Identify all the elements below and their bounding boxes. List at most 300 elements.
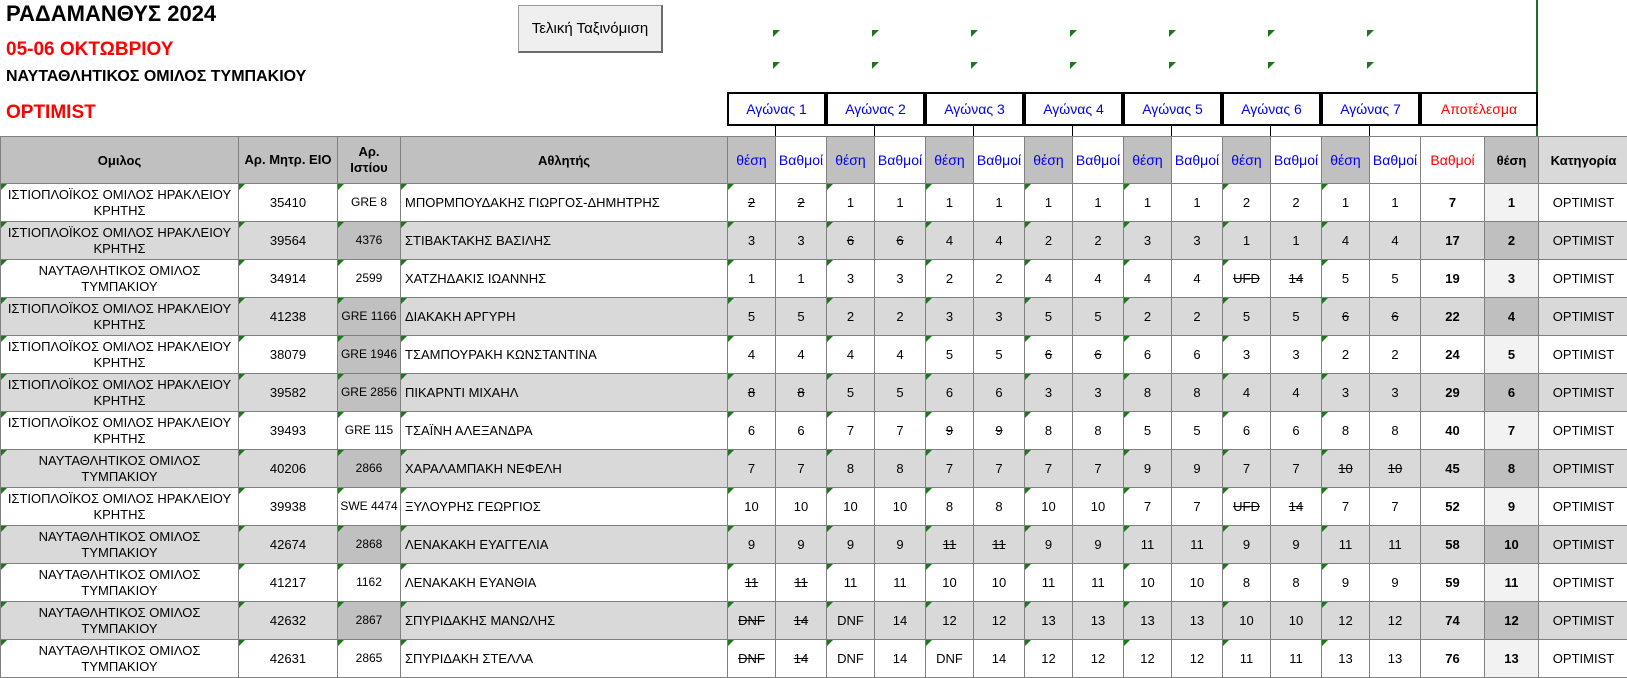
race-pts-cell: 9 [1172, 450, 1223, 488]
comment-marker-icon [872, 30, 879, 37]
table-row [1, 222, 1627, 260]
race-pts-cell: 8 [875, 450, 926, 488]
race-pos-cell: 5 [728, 298, 776, 336]
race-pos-cell: 1 [1124, 184, 1172, 222]
race-header-2: Αγώνας 2 [826, 92, 925, 126]
category-cell: OPTIMIST [1539, 336, 1627, 374]
race-pts-cell: 1 [974, 184, 1025, 222]
race-pos-cell: 1 [827, 184, 875, 222]
athlete-name-cell: ΔΙΑΚΑΚΗ ΑΡΓΥΡΗ [401, 298, 728, 336]
race-pts-cell: 10 [875, 488, 926, 526]
race-pos-cell: 5 [1322, 260, 1370, 298]
total-points-cell: 45 [1421, 450, 1485, 488]
race-pos-cell: UFD [1223, 488, 1271, 526]
race-pts-cell: 3 [974, 298, 1025, 336]
race-pts-cell: 7 [1370, 488, 1421, 526]
reg-number-cell: 39493 [239, 412, 338, 450]
race-pts-cell: 6 [1271, 412, 1322, 450]
race-pts-cell: 12 [1370, 602, 1421, 640]
sail-number-cell: 1162 [338, 564, 401, 602]
race-pts-cell: 11 [1370, 526, 1421, 564]
athlete-name-cell: ΣΠΥΡΙΔΑΚΗΣ ΜΑΝΩΛΗΣ [401, 602, 728, 640]
comment-marker-icon [1070, 62, 1077, 69]
race-pts-cell: 7 [974, 450, 1025, 488]
race-header-3: Αγώνας 3 [925, 92, 1024, 126]
race-pos-cell: 7 [827, 412, 875, 450]
race-pos-cell: 12 [1124, 640, 1172, 678]
total-points-cell: 29 [1421, 374, 1485, 412]
race-pts-cell: 11 [1073, 564, 1124, 602]
race-pos-cell: 9 [1223, 526, 1271, 564]
comment-marker-icon [1169, 62, 1176, 69]
race-pos-cell: 5 [827, 374, 875, 412]
race-pts-cell: 3 [1073, 374, 1124, 412]
race-pos-cell: 4 [1124, 260, 1172, 298]
category-cell: OPTIMIST [1539, 526, 1627, 564]
club-cell: ΝΑΥΤΑΘΛΗΤΙΚΟΣ ΟΜΙΛΟΣ ΤΥΜΠΑΚΙΟΥ [1, 450, 239, 488]
race-pts-cell: 3 [875, 260, 926, 298]
race-pos-cell: 11 [926, 526, 974, 564]
club-cell: ΙΣΤΙΟΠΛΟΪΚΟΣ ΟΜΙΛΟΣ ΗΡΑΚΛΕΙΟΥ ΚΡΗΤΗΣ [1, 298, 239, 336]
race-pts-cell: 4 [1073, 260, 1124, 298]
race-pos-cell: 10 [1025, 488, 1073, 526]
race-pts-cell: 1 [875, 184, 926, 222]
race-pts-cell: 13 [1172, 602, 1223, 640]
race-pts-cell: 4 [1172, 260, 1223, 298]
reg-number-cell: 42632 [239, 602, 338, 640]
race-pts-cell: 5 [875, 374, 926, 412]
race-pos-cell: 12 [1025, 640, 1073, 678]
category-cell: OPTIMIST [1539, 184, 1627, 222]
race-pos-cell: 8 [827, 450, 875, 488]
race-pos-cell: 10 [1223, 602, 1271, 640]
race-pos-cell: 12 [1322, 602, 1370, 640]
table-row [1, 298, 1627, 336]
category-cell: OPTIMIST [1539, 564, 1627, 602]
sail-number-cell: GRE 115 [338, 412, 401, 450]
results-table [0, 136, 1627, 678]
race-pos-cell: 7 [926, 450, 974, 488]
club-cell: ΙΣΤΙΟΠΛΟΪΚΟΣ ΟΜΙΛΟΣ ΗΡΑΚΛΕΙΟΥ ΚΡΗΤΗΣ [1, 488, 239, 526]
race-pts-cell: 5 [1271, 298, 1322, 336]
race-pts-cell: 3 [776, 222, 827, 260]
club-cell: ΝΑΥΤΑΘΛΗΤΙΚΟΣ ΟΜΙΛΟΣ ΤΥΜΠΑΚΙΟΥ [1, 640, 239, 678]
table-row [1, 602, 1627, 640]
reg-number-cell: 42674 [239, 526, 338, 564]
race-pts-cell: 5 [1073, 298, 1124, 336]
race-pos-cell: 9 [926, 412, 974, 450]
race-pts-cell: 9 [1370, 564, 1421, 602]
reg-number-cell: 41238 [239, 298, 338, 336]
race-pos-cell: 3 [728, 222, 776, 260]
col-final-pos: θέση [1485, 137, 1539, 184]
race-pts-cell: 11 [1172, 526, 1223, 564]
race-pos-cell: 8 [1322, 412, 1370, 450]
race-pts-cell: 10 [1073, 488, 1124, 526]
reg-number-cell: 34914 [239, 260, 338, 298]
race-pos-cell: 3 [1025, 374, 1073, 412]
final-position-cell: 6 [1485, 374, 1539, 412]
total-points-cell: 24 [1421, 336, 1485, 374]
race-pos-cell: 1 [1223, 222, 1271, 260]
race-pts-cell: 6 [776, 412, 827, 450]
event-title: ΡΑΔΑΜΑΝΘΥΣ 2024 [6, 1, 216, 27]
final-position-cell: 5 [1485, 336, 1539, 374]
race-pos-cell: 8 [1223, 564, 1271, 602]
race-pos-cell: UFD [1223, 260, 1271, 298]
table-row [1, 184, 1627, 222]
race-pos-cell: 7 [1322, 488, 1370, 526]
race-pos-cell: 3 [1124, 222, 1172, 260]
total-points-cell: 58 [1421, 526, 1485, 564]
col-total-pts: Βαθμοί [1421, 137, 1485, 184]
race-pos-cell: 9 [1322, 564, 1370, 602]
race-pts-cell: 1 [1172, 184, 1223, 222]
race-pos-cell: 10 [1124, 564, 1172, 602]
category-cell: OPTIMIST [1539, 488, 1627, 526]
club-cell: ΙΣΤΙΟΠΛΟΪΚΟΣ ΟΜΙΛΟΣ ΗΡΑΚΛΕΙΟΥ ΚΡΗΤΗΣ [1, 184, 239, 222]
sail-number-cell: SWE 4474 [338, 488, 401, 526]
race-pos-cell: 1 [728, 260, 776, 298]
race-pts-cell: 3 [1172, 222, 1223, 260]
race-pos-cell: 5 [926, 336, 974, 374]
race-pos-cell: 2 [1223, 184, 1271, 222]
sail-number-cell: 2868 [338, 526, 401, 564]
reg-number-cell: 38079 [239, 336, 338, 374]
table-row [1, 374, 1627, 412]
race-pts-cell: 1 [1073, 184, 1124, 222]
race-header-divider [1270, 126, 1271, 136]
organizer: ΝΑΥΤΑΘΛΗΤΙΚΟΣ ΟΜΙΛΟΣ ΤΥΜΠΑΚΙΟΥ [6, 68, 306, 86]
race-pts-cell: 5 [1172, 412, 1223, 450]
race-pts-cell: 14 [875, 640, 926, 678]
total-points-cell: 76 [1421, 640, 1485, 678]
race-pos-cell: 2 [1124, 298, 1172, 336]
reg-number-cell: 41217 [239, 564, 338, 602]
athlete-name-cell: ΛΕΝΑΚΑΚΗ ΕΥΑΓΓΕΛΙΑ [401, 526, 728, 564]
category-cell: OPTIMIST [1539, 222, 1627, 260]
race-pts-cell: 6 [1073, 336, 1124, 374]
col-race-pos: θέση [1025, 137, 1073, 184]
col-club: Ομιλος [1, 137, 239, 184]
race-pos-cell: 13 [1322, 640, 1370, 678]
club-cell: ΝΑΥΤΑΘΛΗΤΙΚΟΣ ΟΜΙΛΟΣ ΤΥΜΠΑΚΙΟΥ [1, 260, 239, 298]
race-pts-cell: 7 [1271, 450, 1322, 488]
athlete-name-cell: ΤΣΑΜΠΟΥΡΑΚΗ ΚΩΝΣΤΑΝΤΙΝΑ [401, 336, 728, 374]
total-points-cell: 19 [1421, 260, 1485, 298]
athlete-name-cell: ΞΥΛΟΥΡΗΣ ΓΕΩΡΓΙΟΣ [401, 488, 728, 526]
race-pts-cell: 10 [974, 564, 1025, 602]
result-header: Αποτέλεσμα [1420, 92, 1538, 126]
athlete-name-cell: ΠΙΚΑΡΝΤΙ ΜΙΧΑΗΛ [401, 374, 728, 412]
race-pts-cell: 8 [1172, 374, 1223, 412]
race-pts-cell: 2 [875, 298, 926, 336]
final-position-cell: 12 [1485, 602, 1539, 640]
sail-number-cell: 2866 [338, 450, 401, 488]
table-row [1, 488, 1627, 526]
reg-number-cell: 39938 [239, 488, 338, 526]
race-pts-cell: 1 [1271, 222, 1322, 260]
final-position-cell: 8 [1485, 450, 1539, 488]
category-cell: OPTIMIST [1539, 260, 1627, 298]
race-pts-cell: 2 [1172, 298, 1223, 336]
race-pos-cell: 6 [827, 222, 875, 260]
race-pos-cell: 7 [728, 450, 776, 488]
race-pos-cell: 6 [1322, 298, 1370, 336]
race-pos-cell: 10 [827, 488, 875, 526]
race-pts-cell: 11 [776, 564, 827, 602]
table-row [1, 260, 1627, 298]
final-position-cell: 9 [1485, 488, 1539, 526]
race-pos-cell: 2 [1322, 336, 1370, 374]
category-cell: OPTIMIST [1539, 450, 1627, 488]
table-row [1, 336, 1627, 374]
club-cell: ΙΣΤΙΟΠΛΟΪΚΟΣ ΟΜΙΛΟΣ ΗΡΑΚΛΕΙΟΥ ΚΡΗΤΗΣ [1, 374, 239, 412]
race-pos-cell: 11 [1025, 564, 1073, 602]
comment-marker-icon [1367, 30, 1374, 37]
race-header-divider [1171, 126, 1172, 136]
race-pts-cell: 11 [1271, 640, 1322, 678]
race-pos-cell: DNF [728, 602, 776, 640]
race-pts-cell: 10 [776, 488, 827, 526]
race-pos-cell: 6 [728, 412, 776, 450]
comment-marker-icon [971, 30, 978, 37]
final-ranking-button[interactable]: Τελική Ταξινόμιση [518, 5, 663, 53]
col-race-pos: θέση [728, 137, 776, 184]
col-race-pts: Βαθμοί [776, 137, 827, 184]
race-pos-cell: DNF [728, 640, 776, 678]
race-pos-cell: 8 [926, 488, 974, 526]
race-pos-cell: 11 [1322, 526, 1370, 564]
total-points-cell: 22 [1421, 298, 1485, 336]
race-pts-cell: 7 [1172, 488, 1223, 526]
race-pos-cell: 9 [728, 526, 776, 564]
athlete-name-cell: ΣΤΙΒΑΚΤΑΚΗΣ ΒΑΣΙΛΗΣ [401, 222, 728, 260]
race-header-4: Αγώνας 4 [1024, 92, 1123, 126]
col-athlete: Αθλητής [401, 137, 728, 184]
race-pts-cell: 7 [1073, 450, 1124, 488]
race-pos-cell: DNF [926, 640, 974, 678]
class-name: OPTIMIST [6, 102, 96, 124]
race-pts-cell: 14 [875, 602, 926, 640]
race-pos-cell: 4 [728, 336, 776, 374]
race-pos-cell: 12 [926, 602, 974, 640]
final-position-cell: 11 [1485, 564, 1539, 602]
race-pts-cell: 13 [1073, 602, 1124, 640]
race-pts-cell: 10 [1271, 602, 1322, 640]
race-pos-cell: 8 [1025, 412, 1073, 450]
race-header-divider [973, 126, 974, 136]
race-pos-cell: 13 [1124, 602, 1172, 640]
col-category: Κατηγορία [1539, 137, 1627, 184]
race-pts-cell: 5 [974, 336, 1025, 374]
club-cell: ΙΣΤΙΟΠΛΟΪΚΟΣ ΟΜΙΛΟΣ ΗΡΑΚΛΕΙΟΥ ΚΡΗΤΗΣ [1, 336, 239, 374]
comment-marker-icon [971, 62, 978, 69]
race-pos-cell: 7 [1124, 488, 1172, 526]
race-pos-cell: 11 [1223, 640, 1271, 678]
race-header-6: Αγώνας 6 [1222, 92, 1321, 126]
race-pos-cell: 9 [827, 526, 875, 564]
col-race-pos: θέση [1223, 137, 1271, 184]
col-race-pts: Βαθμοί [875, 137, 926, 184]
race-pos-cell: 7 [1223, 450, 1271, 488]
race-pts-cell: 2 [1073, 222, 1124, 260]
race-header-7: Αγώνας 7 [1321, 92, 1420, 126]
race-pos-cell: 2 [827, 298, 875, 336]
race-pos-cell: 6 [926, 374, 974, 412]
race-pts-cell: 4 [974, 222, 1025, 260]
race-pts-cell: 2 [776, 184, 827, 222]
race-pos-cell: 11 [1124, 526, 1172, 564]
reg-number-cell: 39564 [239, 222, 338, 260]
race-pts-cell: 7 [776, 450, 827, 488]
race-pos-cell: DNF [827, 602, 875, 640]
club-cell: ΙΣΤΙΟΠΛΟΪΚΟΣ ΟΜΙΛΟΣ ΗΡΑΚΛΕΙΟΥ ΚΡΗΤΗΣ [1, 412, 239, 450]
final-position-cell: 3 [1485, 260, 1539, 298]
sail-number-cell: 2599 [338, 260, 401, 298]
race-pos-cell: 6 [1223, 412, 1271, 450]
col-race-pts: Βαθμοί [1271, 137, 1322, 184]
comment-marker-icon [1367, 62, 1374, 69]
comment-marker-icon [773, 30, 780, 37]
comment-marker-icon [773, 62, 780, 69]
race-pos-cell: 5 [1223, 298, 1271, 336]
club-cell: ΝΑΥΤΑΘΛΗΤΙΚΟΣ ΟΜΙΛΟΣ ΤΥΜΠΑΚΙΟΥ [1, 564, 239, 602]
race-pts-cell: 7 [875, 412, 926, 450]
comment-marker-icon [1268, 62, 1275, 69]
athlete-name-cell: ΛΕΝΑΚΑΚΗ ΕΥΑΝΘΙΑ [401, 564, 728, 602]
race-pos-cell: 8 [728, 374, 776, 412]
final-position-cell: 4 [1485, 298, 1539, 336]
total-points-cell: 52 [1421, 488, 1485, 526]
athlete-name-cell: ΜΠΟΡΜΠΟΥΔΑΚΗΣ ΓΙΩΡΓΟΣ-ΔΗΜΗΤΡΗΣ [401, 184, 728, 222]
reg-number-cell: 39582 [239, 374, 338, 412]
race-pos-cell: 1 [1025, 184, 1073, 222]
final-position-cell: 10 [1485, 526, 1539, 564]
race-pos-cell: 4 [1025, 260, 1073, 298]
race-pos-cell: 2 [728, 184, 776, 222]
sail-number-cell: 2865 [338, 640, 401, 678]
race-pts-cell: 3 [1370, 374, 1421, 412]
race-pts-cell: 2 [1370, 336, 1421, 374]
comment-marker-icon [1070, 30, 1077, 37]
final-position-cell: 13 [1485, 640, 1539, 678]
col-race-pos: θέση [926, 137, 974, 184]
race-pos-cell: 7 [1025, 450, 1073, 488]
race-pts-cell: 12 [974, 602, 1025, 640]
header-row [1, 137, 1627, 184]
race-header-divider [1369, 126, 1370, 136]
col-sail: Αρ. Ιστίου [338, 137, 401, 184]
race-pts-cell: 9 [776, 526, 827, 564]
sail-number-cell: GRE 2856 [338, 374, 401, 412]
category-cell: OPTIMIST [1539, 640, 1627, 678]
race-pts-cell: 8 [1370, 412, 1421, 450]
race-pts-cell: 9 [974, 412, 1025, 450]
club-cell: ΝΑΥΤΑΘΛΗΤΙΚΟΣ ΟΜΙΛΟΣ ΤΥΜΠΑΚΙΟΥ [1, 526, 239, 564]
athlete-name-cell: ΣΠΥΡΙΔΑΚΗ ΣΤΕΛΛΑ [401, 640, 728, 678]
table-row [1, 412, 1627, 450]
race-pos-cell: 13 [1025, 602, 1073, 640]
race-pos-cell: 1 [926, 184, 974, 222]
table-row [1, 526, 1627, 564]
race-pos-cell: 5 [1025, 298, 1073, 336]
race-pts-cell: 6 [875, 222, 926, 260]
race-pts-cell: 4 [1370, 222, 1421, 260]
race-pos-cell: 9 [1124, 450, 1172, 488]
race-pts-cell: 1 [1370, 184, 1421, 222]
race-pts-cell: 4 [776, 336, 827, 374]
race-pts-cell: 9 [875, 526, 926, 564]
race-pos-cell: 11 [728, 564, 776, 602]
table-row [1, 564, 1627, 602]
race-pos-cell: 6 [1025, 336, 1073, 374]
race-pos-cell: 9 [1025, 526, 1073, 564]
category-cell: OPTIMIST [1539, 298, 1627, 336]
race-pts-cell: 14 [776, 602, 827, 640]
athlete-name-cell: ΤΣΑΪΝΗ ΑΛΕΞΑΝΔΡΑ [401, 412, 728, 450]
race-pts-cell: 14 [1271, 488, 1322, 526]
col-race-pts: Βαθμοί [974, 137, 1025, 184]
race-pts-cell: 11 [974, 526, 1025, 564]
race-pts-cell: 12 [1073, 640, 1124, 678]
race-pts-cell: 9 [1271, 526, 1322, 564]
race-header-1: Αγώνας 1 [727, 92, 826, 126]
sail-number-cell: GRE 1166 [338, 298, 401, 336]
sail-number-cell: GRE 8 [338, 184, 401, 222]
race-pos-cell: 10 [1322, 450, 1370, 488]
total-points-cell: 7 [1421, 184, 1485, 222]
race-pos-cell: 3 [926, 298, 974, 336]
final-position-cell: 2 [1485, 222, 1539, 260]
race-pos-cell: 3 [1322, 374, 1370, 412]
category-cell: OPTIMIST [1539, 374, 1627, 412]
race-pos-cell: 4 [1322, 222, 1370, 260]
race-pos-cell: 6 [1124, 336, 1172, 374]
race-pts-cell: 14 [776, 640, 827, 678]
reg-number-cell: 40206 [239, 450, 338, 488]
race-pts-cell: 8 [1271, 564, 1322, 602]
race-pts-cell: 11 [875, 564, 926, 602]
event-dates: 05-06 ΟΚΤΩΒΡΙΟΥ [6, 39, 173, 61]
race-header-divider [1072, 126, 1073, 136]
race-pts-cell: 6 [974, 374, 1025, 412]
race-pts-cell: 4 [875, 336, 926, 374]
race-pts-cell: 6 [1172, 336, 1223, 374]
race-header-divider [775, 126, 776, 136]
race-pts-cell: 14 [974, 640, 1025, 678]
race-pts-cell: 10 [1370, 450, 1421, 488]
race-pos-cell: 10 [926, 564, 974, 602]
race-pts-cell: 14 [1271, 260, 1322, 298]
col-race-pos: θέση [827, 137, 875, 184]
col-race-pos: θέση [1322, 137, 1370, 184]
col-race-pts: Βαθμοί [1172, 137, 1223, 184]
race-pts-cell: 6 [1370, 298, 1421, 336]
race-header-divider [874, 126, 875, 136]
race-pts-cell: 10 [1172, 564, 1223, 602]
race-pts-cell: 5 [776, 298, 827, 336]
sail-number-cell: 2867 [338, 602, 401, 640]
athlete-name-cell: ΧΑΤΖΗΔΑΚΙΣ ΙΩΑΝΝΗΣ [401, 260, 728, 298]
race-pts-cell: 8 [974, 488, 1025, 526]
race-pos-cell: 3 [827, 260, 875, 298]
race-pts-cell: 8 [776, 374, 827, 412]
final-position-cell: 1 [1485, 184, 1539, 222]
race-pos-cell: 11 [827, 564, 875, 602]
col-reg: Αρ. Μητρ. ΕΙΟ [239, 137, 338, 184]
athlete-name-cell: ΧΑΡΑΛΑΜΠΑΚΗ ΝΕΦΕΛΗ [401, 450, 728, 488]
